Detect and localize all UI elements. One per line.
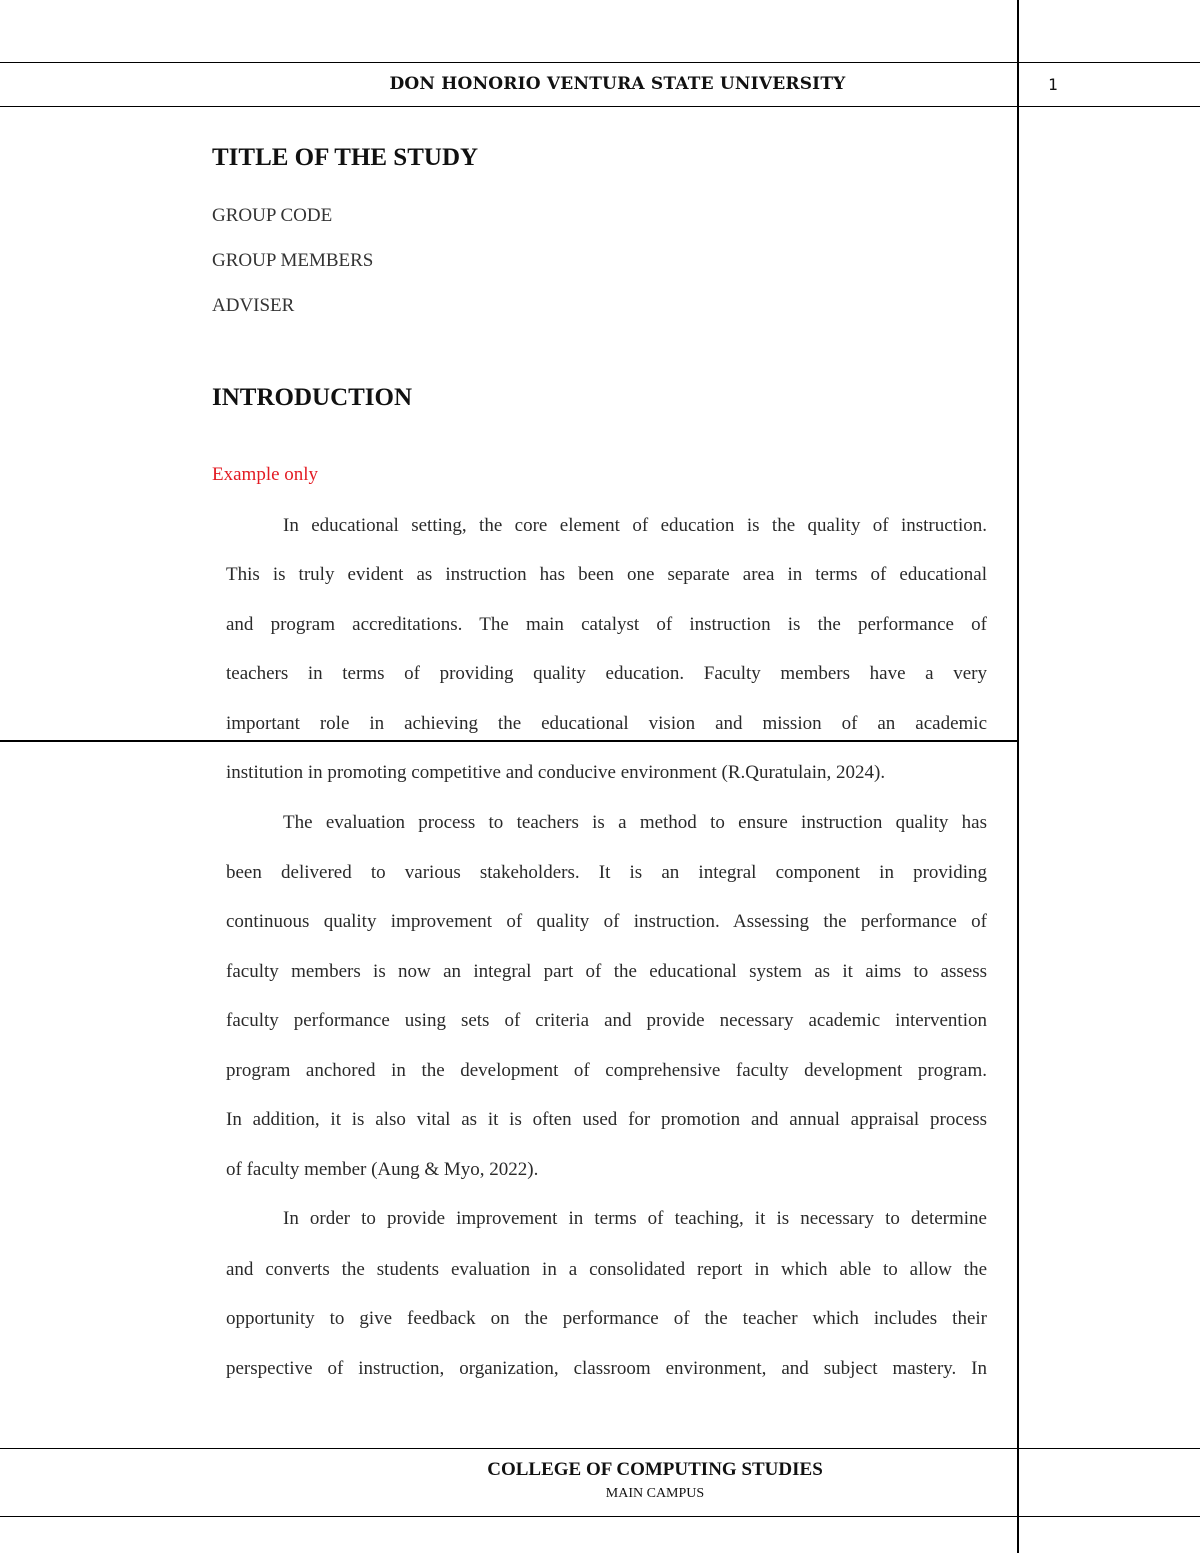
paragraph-line: of faculty member (Aung & Myo, 2022). <box>226 1159 539 1180</box>
footer-bottom-rule <box>0 1516 1200 1517</box>
paragraph-line: opportunity to give feedback on the performance of the teacher which includes their <box>226 1308 987 1329</box>
footer-top-rule <box>0 1448 1200 1449</box>
paragraph-line: been delivered to various stakeholders. It is an integral component in providing <box>226 862 987 883</box>
paragraph-line: faculty members is now an integral part of the educational system as it aims to assess <box>226 961 987 982</box>
paragraph-line: program anchored in the development of comprehensive faculty development program. <box>226 1060 987 1081</box>
paragraph-line: and converts the students evaluation in a consolidated report in which able to allow the <box>226 1259 987 1280</box>
paragraph-line: In order to provide improvement in terms of teaching, it is necessary to determine <box>283 1208 987 1229</box>
university-header: DON HONORIO VENTURA STATE UNIVERSITY <box>389 74 846 94</box>
example-note: Example only <box>212 464 319 485</box>
paragraph-line: important role in achieving the educational vision and mission of an academic <box>226 713 987 734</box>
adviser-label: ADVISER <box>212 295 295 316</box>
paragraph-line: In addition, it is also vital as it is often used for promotion and annual appraisal process <box>226 1109 987 1130</box>
paragraph-line: The evaluation process to teachers is a method to ensure instruction quality has <box>283 812 987 833</box>
introduction-heading: INTRODUCTION <box>212 384 413 411</box>
paragraph-line: teachers in terms of providing quality education. Faculty members have a very <box>226 663 987 684</box>
paragraph-line: perspective of instruction, organization, classroom environment, and subject mastery. In <box>226 1358 987 1379</box>
group-code-label: GROUP CODE <box>212 205 333 226</box>
group-members-label: GROUP MEMBERS <box>212 250 374 271</box>
paragraph-line: This is truly evident as instruction has been one separate area in terms of educational <box>226 564 987 585</box>
campus-footer: MAIN CAMPUS <box>605 1486 705 1501</box>
paragraph-line: and program accreditations. The main catalyst of instruction is the performance of <box>226 614 987 635</box>
page-right-border <box>1017 0 1019 1553</box>
study-title: TITLE OF THE STUDY <box>212 144 479 171</box>
paragraph-line: continuous quality improvement of quality of instruction. Assessing the performance of <box>226 911 987 932</box>
header-top-rule <box>0 62 1200 63</box>
page-number: 1 <box>1048 75 1058 94</box>
paragraph-line: In educational setting, the core element of education is the quality of instruction. <box>283 515 987 536</box>
header-bottom-rule <box>0 106 1200 107</box>
paragraph-line: institution in promoting competitive and conducive environment (R.Quratulain, 2024). <box>226 762 886 783</box>
page-break-rule <box>0 740 1017 742</box>
paragraph-line: faculty performance using sets of criteria and provide necessary academic intervention <box>226 1010 987 1031</box>
college-footer: COLLEGE OF COMPUTING STUDIES <box>487 1459 823 1480</box>
